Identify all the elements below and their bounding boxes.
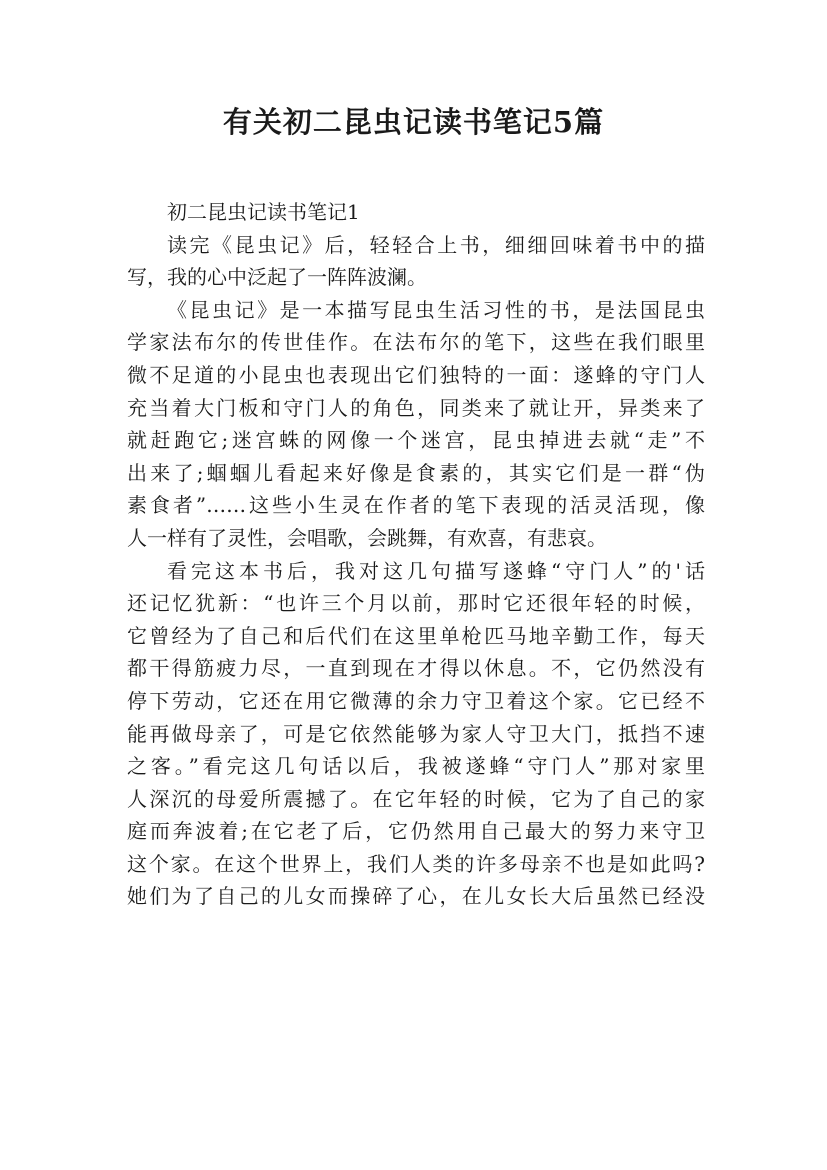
paragraph-line: 看完这本书后，我对这几句描写遂蜂“守门人”的'话 bbox=[167, 558, 705, 583]
paragraph-line: 它曾经为了自己和后代们在这里单枪匹马地辛勤工作，每天 bbox=[127, 623, 705, 648]
paragraph-line: 之客。”看完这几句话以后，我被遂蜂“守门人”那对家里 bbox=[127, 754, 705, 779]
paragraph-line: 充当着大门板和守门人的角色，同类来了就让开，异类来了 bbox=[127, 395, 705, 420]
paragraph-line: 读完《昆虫记》后，轻轻合上书，细细回味着书中的描 bbox=[167, 232, 705, 257]
paragraph-line: 人一样有了灵性，会唱歌，会跳舞，有欢喜，有悲哀。 bbox=[127, 525, 607, 550]
paragraph-line: 学家法布尔的传世佳作。在法布尔的笔下，这些在我们眼里 bbox=[127, 330, 705, 355]
paragraph-line: 微不足道的小昆虫也表现出它们独特的一面：遂蜂的守门人 bbox=[127, 362, 705, 387]
paragraph-line: 出来了;蝈蝈儿看起来好像是食素的，其实它们是一群“伪 bbox=[127, 460, 705, 485]
paragraph-line: 停下劳动，它还在用它微薄的余力守卫着这个家。它已经不 bbox=[127, 688, 705, 713]
paragraph-line: 还记忆犹新：“也许三个月以前，那时它还很年轻的时候， bbox=[127, 591, 705, 616]
paragraph-line: 她们为了自己的儿女而操碎了心，在儿女长大后虽然已经没 bbox=[127, 884, 705, 909]
paragraph-line: 《昆虫记》是一本描写昆虫生活习性的书，是法国昆虫 bbox=[167, 297, 705, 322]
paragraph-line: 这个家。在这个世界上，我们人类的许多母亲不也是如此吗? bbox=[127, 851, 705, 876]
section-heading: 初二昆虫记读书笔记1 bbox=[167, 200, 360, 224]
paragraph-line: 人深沉的母爱所震撼了。在它年轻的时候，它为了自己的家 bbox=[127, 786, 705, 811]
paragraph-line: 庭而奔波着;在它老了后，它仍然用自己最大的努力来守卫 bbox=[127, 819, 705, 844]
document-title: 有关初二昆虫记读书笔记5篇 bbox=[222, 105, 605, 139]
paragraph-line: 写，我的心中泛起了一阵阵波澜。 bbox=[127, 265, 427, 290]
paragraph-line: 素食者”……这些小生灵在作者的笔下表现的活灵活现，像 bbox=[127, 493, 705, 518]
paragraph-line: 都干得筋疲力尽，一直到现在才得以休息。不，它仍然没有 bbox=[127, 656, 705, 681]
paragraph-line: 就赶跑它;迷宫蛛的网像一个迷宫，昆虫掉进去就“走”不 bbox=[127, 428, 705, 453]
document-body bbox=[127, 196, 705, 913]
paragraph-line: 能再做母亲了，可是它依然能够为家人守卫大门，抵挡不速 bbox=[127, 721, 705, 746]
